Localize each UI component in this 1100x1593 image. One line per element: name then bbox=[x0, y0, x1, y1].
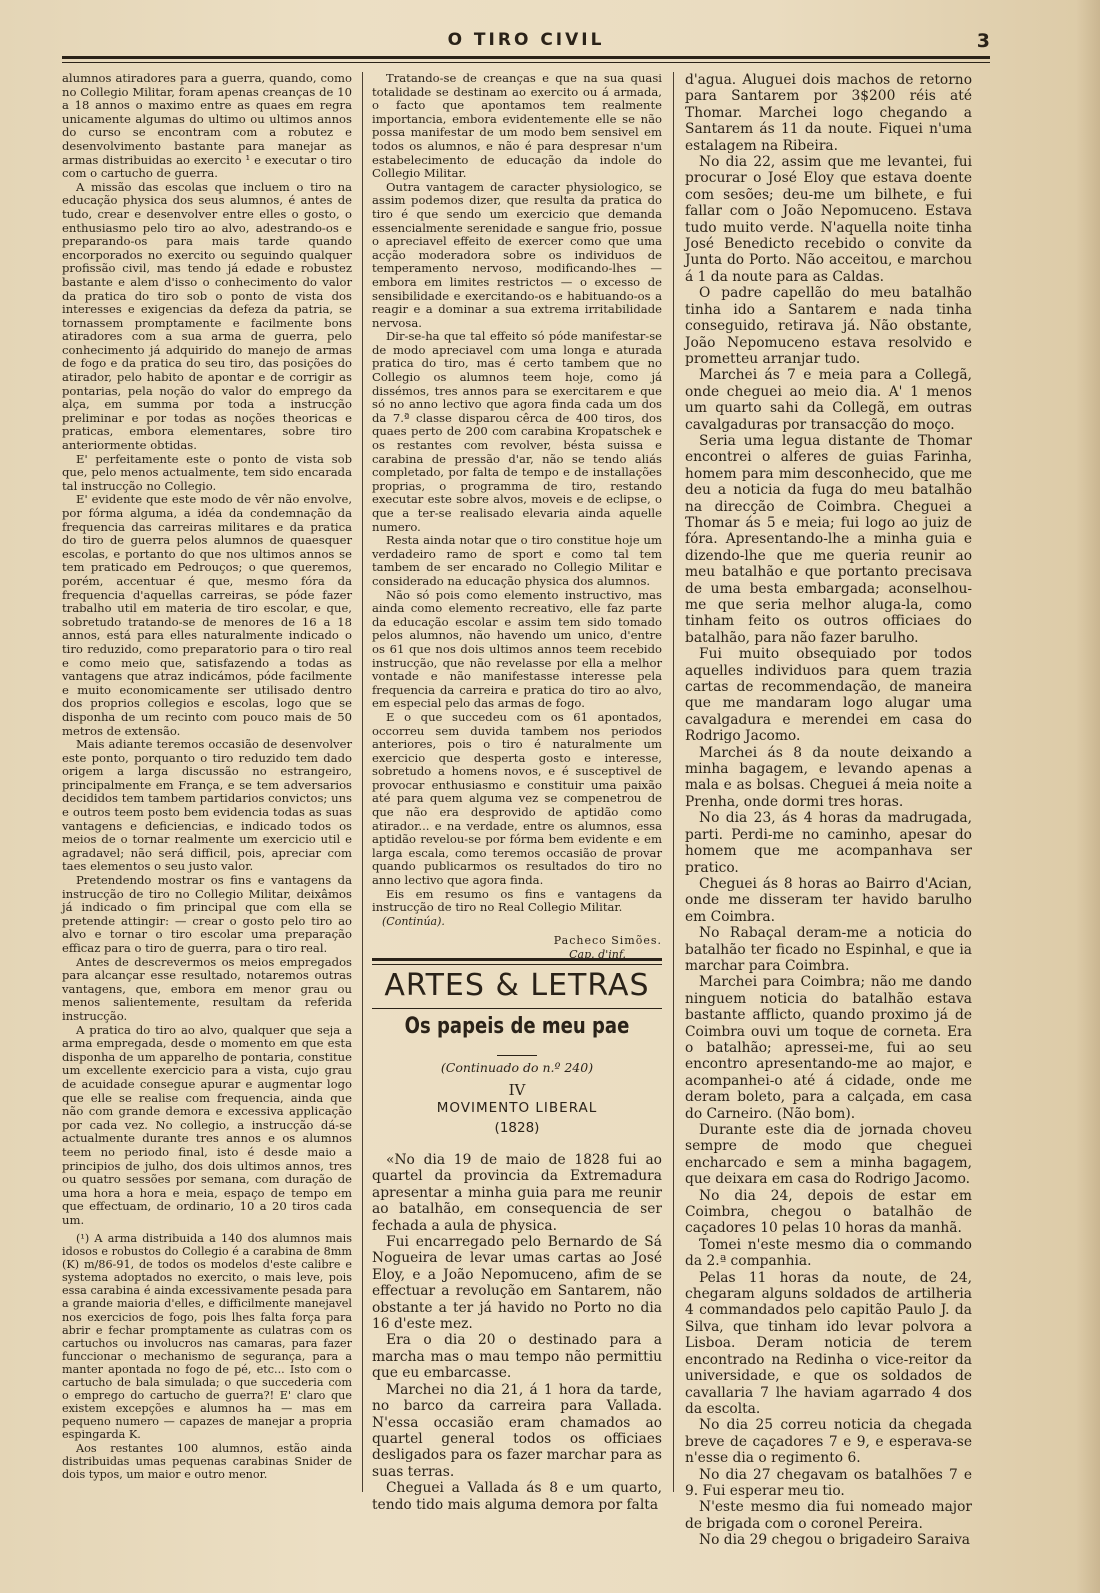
masthead: O TIRO CIVIL bbox=[447, 30, 605, 50]
paragraph: Fui muito obsequiado por todos aquelles individuos para quem trazia cartas de recommendação, de maneira que me mandaram logo alugar uma cavalgadura e merendei em casa do Rodrigo Jacomo. bbox=[685, 646, 972, 745]
paragraph: Era o dia 20 o destinado para a marcha mas o mau tempo não permittiu que eu embarcasse. bbox=[372, 1332, 662, 1382]
paragraph: Antes de descrevermos os meios empregados para alcançar esse resultado, notaremos outras vantagens, que, embora em menor grau ou menos salientemente, resultam da referida instrucção. bbox=[62, 954, 352, 1023]
paragraph: Durante este dia de jornada choveu sempre de modo que cheguei encharcado e sem a minha bagagem, que deixara em casa do Rodrigo Jacomo. bbox=[685, 1122, 972, 1188]
paragraph: A pratica do tiro ao alvo, qualquer que seja a arma empregada, desde o momento em que esta disponha de um apparelho de pontaria, constitue um excellente exercicio para a vista, cujo grau de acuidade consegue apurar e augmentar logo que elle se realise com frequencia, ainda que não com grande demora e excessiva applicação por cada vez. No collegio, a instrucção dá-se actualmente durante tres annos e os alumnos teem no periodo final, isto é desde maio a principios de julho, dos dois ultimos annos, tres ou quatro sessões por semana, com duração de uma hora a hora e meia, espaço de tempo em que effectuam, de ordinario, 10 a 20 tiros cada um. bbox=[62, 1022, 352, 1227]
paragraph: A missão das escolas que incluem o tiro na educação physica dos seus alumnos, é antes de tudo, crear e desenvolver entre elles o gosto, o enthusiasmo pelo tiro ao alvo, adestrando-os e preparando-os para mais tarde quando encorporados no exercito ou seguindo qualquer profissão civil, mas tendo já edade e robustez bastante e alem d'isso o conhecimento do valor da pratica do tiro sob o ponto de vista dos interesses e exigencias da defeza da patria, se tornassem promptamente e facilmente bons atiradores com a sua arma de guerra, pelo conhecimento já adquirido do manejo de armas de fogo e da pratica do seu tiro, das posições do atirador, pelo habito de apontar e de corrigir as pontarias, pela noção do valor do emprego da alça, em summa por toda a instrucção preliminar e por todas as noções theoricas e praticas, embora elementares, sobre tiro anteriormente obtidas. bbox=[62, 179, 352, 453]
paragraph: E' perfeitamente este o ponto de vista sob que, pelo menos actualmente, tem sido encarada tal instrucção no Collegio. bbox=[62, 451, 352, 493]
chapter-title: MOVIMENTO LIBERAL bbox=[436, 1100, 598, 1116]
paragraph: O padre capellão do meu batalhão tinha ido a Santarem e nada tinha conseguido, retirava já. Não obstante, João Nepomuceno estava resolvido e prometteu arranjar tudo. bbox=[685, 285, 972, 367]
paragraph: Fui encarregado pelo Bernardo de Sá Nogueira de levar umas cartas ao José Eloy, e a João Nepomuceno, afim de se effectuar a revolução em Santarem, não obstante a ter já havido no Porto no dia 16 d'este mez. bbox=[372, 1234, 662, 1333]
paragraph: Dir-se-ha que tal effeito só póde manifestar-se de modo apreciavel com uma longa e aturada pratica do tiro, mas é certo tambem que no Collegio os alumnos teem hoje, como já dissémos, tres annos para se exercitarem e que só no anno lectivo que agora finda cada um dos da 7.ª classe disparou cêrca de 400 tiros, dos quaes perto de 200 com carabina Kropatschek e os restantes com revolver, bésta suissa e carabina de pressão d'ar, não se tendo aliás completado, por falta de tempo e de installações proprias, o programma de tiro, restando executar este sobre alvos, moveis e de eclipse, o que a ter-se realisado elevaria ainda aquelle numero. bbox=[372, 329, 662, 534]
paragraph: alumnos atiradores para a guerra, quando, como no Collegio Militar, foram apenas creanças de 10 a 18 annos o maximo entre as quaes em regra unicamente algumas do ultimo ou ultimos annos do curso se encontram com a robutez e desenvolvimento bastante para manejar as armas distribuidas ao exercito ¹ e executar o tiro com o cartucho de guerra. bbox=[62, 71, 352, 181]
article-title: Os papeis de meu pae bbox=[404, 1014, 630, 1039]
section-rule-bottom bbox=[372, 1008, 662, 1009]
paragraph: N'este mesmo dia fui nomeado major de brigada com o coronel Pereira. bbox=[685, 1499, 972, 1532]
paragraph: Não só pois como elemento instructivo, mas ainda como elemento recreativo, elle faz parte da educação escolar e assim tem sido tomado pelos alumnos, não havendo um unico, d'entre os 61 que nos dois ultimos annos teem recebido instrucção, que não revelasse por ella a melhor vontade e não manifestasse interesse pela frequencia da carreira e pratica do tiro ao alvo, em especial pelo das armas de fogo. bbox=[372, 587, 662, 711]
chapter-year: (1828) bbox=[494, 1120, 540, 1136]
author-signature: Pacheco Simões. bbox=[553, 934, 662, 948]
paragraph: Marchei ás 8 da noute deixando a minha bagagem, e levando apenas a mala e as bolsas. Cheguei á meia noite a Prenha, onde dormi tres horas. bbox=[685, 744, 972, 810]
paragraph: Tomei n'este mesmo dia o commando da 2.ª companhia. bbox=[685, 1236, 972, 1270]
paragraph: Mais adiante teremos occasião de desenvolver este ponto, porquanto o tiro reduzido tem dado origem a larga discussão no estrangeiro, principalmente em França, e se tem adversarios decididos tem tambem partidarios convictos; uns e outros teem posto bem evidencia todas as suas vantagens e deficiencias, e indicado todos os meios de o tornar realmente um exercicio util e agradavel; não será difficil, pois, apreciar com taes elementos o seu justo valor. bbox=[62, 737, 352, 874]
footnote-paragraph: Aos restantes 100 alumnos, estão ainda distribuidas umas pequenas carabinas Snider de dois typos, um maior e outro menor. bbox=[62, 1441, 352, 1481]
column-1 bbox=[62, 71, 352, 1227]
continuation-note: (Continuado do n.º 240) bbox=[440, 1060, 594, 1075]
header-rule-thick bbox=[62, 56, 990, 59]
paragraph: Pelas 11 horas da noute, de 24, chegaram alguns soldados de artilheria 4 commandados pelo capitão Paulo J. da Silva, que tinham ido levar polvora a Lisboa. Deram noticia de terem encontrado na Redinha o vice-reitor da universidade, e que os soldados de cavallaria 7 lhe haviam agarrado 4 dos da escolta. bbox=[685, 1269, 972, 1417]
paragraph: Pretendendo mostrar os fins e vantagens da instrucção de tiro no Collegio Militar, deixâmos já indicado o fim principal que com ella se pretende attingir: — crear o gosto pelo tiro ao alvo e tornar o tiro escolar uma preparação efficaz para o tiro de guerra, para o tiro real. bbox=[62, 873, 352, 955]
paragraph: No dia 29 chegou o brigadeiro Saraiva bbox=[699, 1532, 970, 1549]
page-number: 3 bbox=[976, 30, 990, 52]
paragraph: Cheguei ás 8 horas ao Bairro d'Acian, onde me disseram ter havido barulho em Coimbra. bbox=[685, 875, 972, 925]
page-edge-shadow bbox=[1076, 0, 1100, 1593]
title-rule bbox=[497, 1055, 537, 1056]
continua-note: (Continúa). bbox=[382, 914, 445, 928]
author-rank: Cap. d'inf. bbox=[569, 948, 626, 961]
paragraph: Tratando-se de creanças e que na sua quasi totalidade se destinam ao exercito ou á armada, o facto que apontamos tem realmente importancia, embora evidentemente elle se não possa manifestar de um modo bem sensivel em todos os alumnos, e não é para despresar n'um estabelecimento de educação da indole do Collegio Militar. bbox=[372, 71, 662, 181]
paragraph: Marchei no dia 21, á 1 hora da tarde, no barco da carreira para Vallada. N'essa occasião eram chamados ao quartel general todos os officiaes desligados para os fazer marchar para as suas terras. bbox=[372, 1381, 662, 1480]
header-rule-thin bbox=[62, 62, 990, 63]
paragraph: No dia 23, ás 4 horas da madrugada, parti. Perdi-me no caminho, apesar do homem que me acompanhava ser pratico. bbox=[685, 810, 972, 876]
paragraph: E o que succedeu com os 61 apontados, occorreu sem duvida tambem nos periodos anteriores, pois o tiro é naturalmente um exercicio que desperta gosto e interesse, sobretudo a homens novos, e é susceptivel de provocar enthusiasmo e constituir uma paixão até para quem alguma vez se compenetrou de que não era desprovido de aptidão como atirador... e na verdade, entre os alumnos, essa aptidão revelou-se por fórma bem evidente e em larga escala, como teremos occasião de provar quando publicarmos os resultados do tiro no anno lectivo que agora finda. bbox=[372, 709, 662, 888]
section-rule-thin bbox=[372, 964, 662, 965]
paragraph: No dia 25 correu noticia da chegada breve de caçadores 7 e 9, e esperava-se n'esse dia o regimento 6. bbox=[685, 1417, 972, 1467]
column-2 bbox=[372, 71, 662, 961]
footnote-paragraph: (¹) A arma distribuida a 140 dos alumnos mais idosos e robustos do Collegio é a carabina de 8mm (K) m/86-91, de todos os modelos d'este calibre e systema adoptados no exercito, o mais leve, pois essa carabina é ainda excessivamente pesada para a grande maioria d'elles, e difficilmente manejavel nos exercicios de fogo, pois lhes falta força para abrir e fechar promptamente as culatras com os cartuchos ou involucros nas camaras, para fazer funccionar o mechanismo de segurança, para a manter apontada no fogo de pé, etc... Isto com o cartucho de bala simulada; o que succederia com o emprego do cartucho de guerra?! E' claro que existem excepções e alumnos ha — mas em pequeno numero — capazes de manejar a propria espingarda K. bbox=[62, 1232, 352, 1442]
paragraph: Cheguei a Vallada ás 8 e um quarto, tendo tido mais alguma demora por falta bbox=[372, 1480, 662, 1513]
paragraph: Eis em resumo os fins e vantagens da instrucção de tiro no Real Collegio Militar. bbox=[372, 886, 662, 915]
paragraph: Marchei para Coimbra; não me dando ninguem noticia do batalhão estava bastante afflicto, quando proximo já de Coimbra ouvi um toque de corneta. Era o batalhão; apressei-me, fui ao seu encontro apresentando-me ao major, e acompanhei-o até á cidade, onde me deram boleto, para a calçada, em casa do Carneiro. (Não bom). bbox=[685, 974, 972, 1122]
paragraph: Seria uma legua distante de Thomar encontrei o alferes de guias Farinha, homem para mim desconhecido, que me deu a noticia da fuga do meu batalhão na direcção de Coimbra. Cheguei a Thomar ás 5 e meia; fui logo ao juiz de fóra. Apresentando-lhe a minha guia e dizendo-lhe que me queria reunir ao meu batalhão e que portanto precisava de uma besta embargada; aconselhou-me que seria melhor aluga-la, como tinham feito os outros officiaes do batalhão, para não fazer barulho. bbox=[685, 432, 972, 646]
paragraph: No dia 24, depois de estar em Coimbra, chegou o batalhão de caçadores 10 pelas 10 horas da manhã. bbox=[685, 1187, 972, 1237]
paragraph: «No dia 19 de maio de 1828 fui ao quartel da provincia da Extremadura apresentar a minha guia para me reunir ao batalhão, em consequencia de ser fechada a aula de physica. bbox=[372, 1152, 662, 1234]
paragraph: No dia 27 chegavam os batalhões 7 e 9. Fui esperar meu tio. bbox=[685, 1466, 972, 1499]
paragraph: No dia 22, assim que me levantei, fui procurar o José Eloy que estava doente com sesões; deu-me um bilhete, e fui fallar com o João Nepomuceno. Estava tudo muito verde. N'aquella noite tinha José Benedicto recebido o convite da Junta do Porto. Não acceitou, e marchou á 1 da noute para as Caldas. bbox=[685, 154, 972, 285]
chapter-number: IV bbox=[508, 1081, 526, 1099]
paragraph: Outra vantagem de caracter physiologico, se assim podemos dizer, que resulta da pratica do tiro é que sendo um exercicio que demanda essencialmente serenidade e sangue frio, possue o apreciavel effeito de exercer como que uma acção moderadora sobre os individuos de temperamento nervoso, modificando-lhes — embora em limites restrictos — o excesso de sensibilidade e exercitando-os e habituando-os a reagir e a dominar a sua extrema irritabilidade nervosa. bbox=[372, 179, 662, 330]
footnote bbox=[62, 1232, 352, 1482]
section-title: ARTES & LETRAS bbox=[384, 968, 650, 1003]
section-rule-thick bbox=[372, 958, 662, 961]
column-divider bbox=[362, 72, 363, 1492]
paragraph: d'agua. Aluguei dois machos de retorno para Santarem por 3$200 réis até Thomar. Marchei logo chegando a Santarem ás 11 da noute. Fiquei n'uma estalagem na Ribeira. bbox=[685, 72, 972, 154]
paragraph: Resta ainda notar que o tiro constitue hoje um verdadeiro ramo de sport e como tal tem tambem de ser encarado no Collegio Militar e considerado na educação physica dos alumnos. bbox=[372, 533, 662, 588]
paragraph: Marchei ás 7 e meia para a Collegã, onde cheguei ao meio dia. A' 1 menos um quarto sahi da Collegã, em outras cavalgaduras por transacção do moço. bbox=[685, 367, 972, 433]
article-column-start bbox=[372, 1152, 662, 1532]
column-divider bbox=[673, 72, 674, 1492]
paragraph: No Rabaçal deram-me a noticia do batalhão ter ficado no Espinhal, e que ia marchar para Coimbra. bbox=[685, 925, 972, 974]
column-3 bbox=[685, 72, 972, 1549]
paragraph: E' evidente que este modo de vêr não envolve, por fórma alguma, a idéa da condemnação da frequencia das carreiras militares e da pratica do tiro de guerra pelos alumnos de quaesquer escolas, e portanto do que nos ultimos annos se tem praticado em Pedrouços; o que queremos, porém, accentuar é que, mesmo fóra da frequencia d'aquellas carreiras, se póde fazer trabalho util em materia de tiro escolar, e que, sobretudo tratando-se de menores de 16 a 18 annos, está para elles naturalmente indicado o tiro reduzido, como preparatorio para o tiro real e como meio que, satisfazendo a todas as vantagens que atraz indicámos, póde facilmente e muito economicamente ser utilisado dentro dos proprios collegios e escolas, logo que se disponha de um recinto com pouco mais de 50 metros de extensão. bbox=[62, 492, 352, 738]
